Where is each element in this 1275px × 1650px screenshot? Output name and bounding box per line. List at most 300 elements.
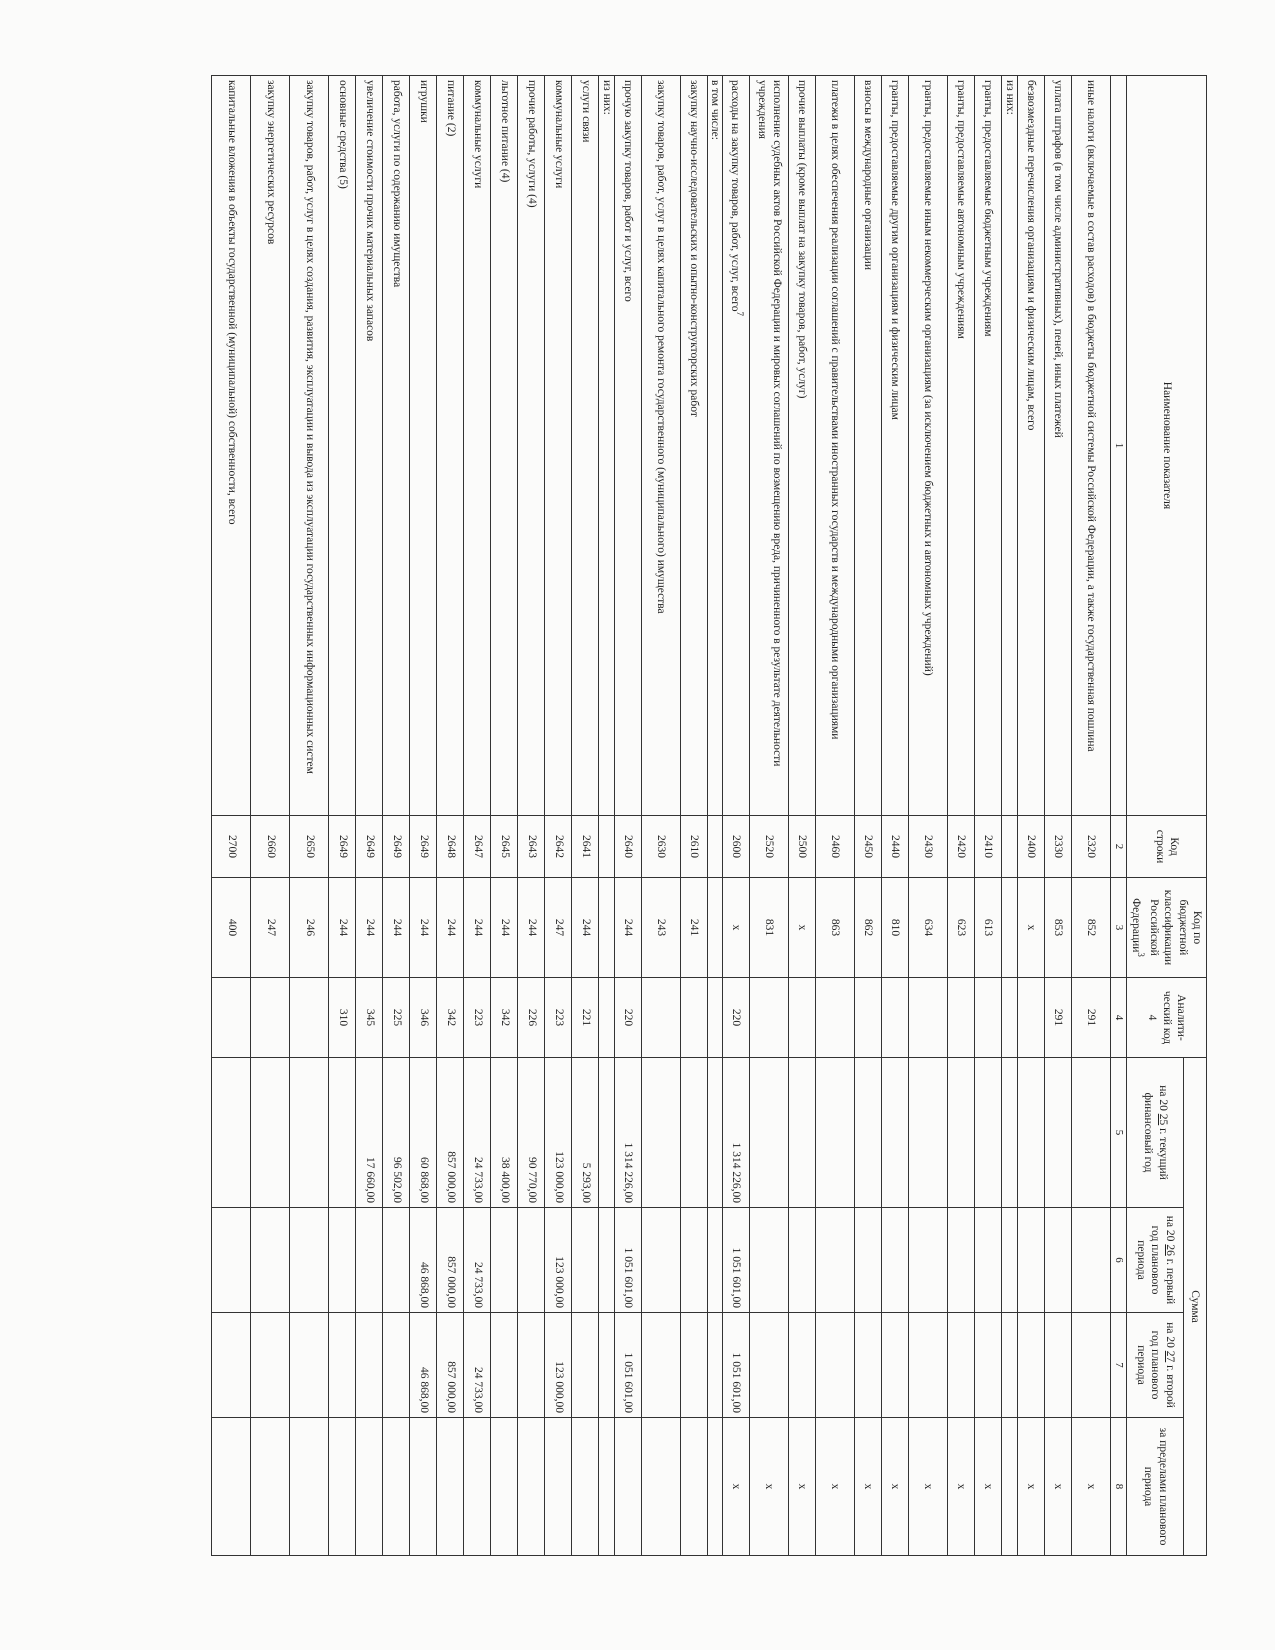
row-code: 2600 [723,816,750,878]
footnote-mark: 7 [734,311,745,316]
row-sum-current-year: 1 314 226,00 [614,1058,641,1208]
row-kbk: 853 [1044,878,1071,978]
row-beyond-plan [680,1418,707,1556]
row-name-text: прочие работы, услуги (4) [525,80,538,208]
row-name [975,76,1002,816]
row-sum-first-plan-year [882,1208,909,1313]
table-row [383,76,410,1556]
header-budget-classification: Код по бюджетной классификации Российской Федерации$^3$ [1127,878,1207,978]
row-sum-second-plan-year [816,1313,855,1418]
row-code: 2660 [251,816,290,878]
row-name [599,76,614,816]
row-code: 2647 [464,816,491,878]
table-row [909,76,948,1556]
row-sum-first-plan-year [1002,1208,1017,1313]
row-analytic-code: 310 [329,978,356,1058]
row-name-text: из них: [600,80,613,115]
row-sum-second-plan-year [707,1313,722,1418]
row-kbk: 244 [614,878,641,978]
header-sum-group: Сумма [1184,1058,1207,1556]
row-beyond-plan [599,1418,614,1556]
row-kbk [707,878,722,978]
row-name-text: основные средства (5) [336,80,349,189]
column-index: 7 [1110,1313,1127,1418]
row-sum-second-plan-year [290,1313,329,1418]
header-current-year: на 20 25 г. текущий финансовый год [1127,1058,1184,1208]
row-name [614,76,641,816]
row-sum-current-year [329,1058,356,1208]
table-row [750,76,789,1556]
table-row [491,76,518,1556]
row-analytic-code [975,978,1002,1058]
row-sum-first-plan-year [1017,1208,1044,1313]
row-name-text: питание (2) [444,80,457,137]
row-beyond-plan: х [1044,1418,1071,1556]
row-kbk: 852 [1071,878,1110,978]
row-name [212,76,251,816]
row-code: 2649 [383,816,410,878]
row-analytic-code [816,978,855,1058]
row-kbk: 244 [356,878,383,978]
row-name [948,76,975,816]
row-sum-second-plan-year [329,1313,356,1418]
row-sum-current-year: 38 400,00 [491,1058,518,1208]
row-code: 2640 [614,816,641,878]
row-sum-first-plan-year [572,1208,599,1313]
column-index: 8 [1110,1418,1127,1556]
row-sum-current-year [680,1058,707,1208]
row-name [572,76,599,816]
row-sum-first-plan-year: 24 733,00 [464,1208,491,1313]
row-sum-current-year: 60 868,00 [410,1058,437,1208]
row-beyond-plan [572,1418,599,1556]
row-kbk: 244 [410,878,437,978]
row-kbk: 247 [251,878,290,978]
row-sum-second-plan-year [1044,1313,1071,1418]
row-analytic-code: 291 [1044,978,1071,1058]
row-name [1071,76,1110,816]
row-sum-first-plan-year [212,1208,251,1313]
row-sum-second-plan-year [641,1313,680,1418]
row-sum-second-plan-year [572,1313,599,1418]
row-sum-current-year: 123 000,00 [545,1058,572,1208]
row-sum-first-plan-year [641,1208,680,1313]
row-name [383,76,410,816]
row-sum-second-plan-year [855,1313,882,1418]
row-analytic-code: 342 [491,978,518,1058]
row-kbk: 247 [545,878,572,978]
row-analytic-code: 226 [518,978,545,1058]
row-analytic-code [1017,978,1044,1058]
row-analytic-code [948,978,975,1058]
row-sum-second-plan-year [1071,1313,1110,1418]
row-beyond-plan [545,1418,572,1556]
row-sum-first-plan-year: 857 000,00 [437,1208,464,1313]
row-analytic-code [909,978,948,1058]
row-analytic-code: 220 [723,978,750,1058]
row-sum-current-year [882,1058,909,1208]
row-kbk: х [789,878,816,978]
row-kbk: 400 [212,878,251,978]
row-analytic-code [290,978,329,1058]
row-sum-current-year [1044,1058,1071,1208]
row-sum-second-plan-year: 857 000,00 [437,1313,464,1418]
row-sum-first-plan-year [707,1208,722,1313]
column-index: 2 [1110,816,1127,878]
row-kbk [1002,878,1017,978]
row-name [882,76,909,816]
row-name-text: игрушки [417,80,430,123]
row-sum-second-plan-year [948,1313,975,1418]
row-code: 2500 [789,816,816,878]
row-code: 2420 [948,816,975,878]
row-sum-current-year [251,1058,290,1208]
row-name [251,76,290,816]
table-row [329,76,356,1556]
table-row [855,76,882,1556]
header-row-code: Код строки [1127,816,1207,878]
row-kbk: 613 [975,878,1002,978]
row-beyond-plan: х [975,1418,1002,1556]
row-code: 2700 [212,816,251,878]
row-name [518,76,545,816]
row-sum-current-year [909,1058,948,1208]
header-analytic-code: Аналити-ческий код 4 [1127,978,1207,1058]
row-sum-first-plan-year [1044,1208,1071,1313]
row-name [750,76,789,816]
row-sum-current-year [789,1058,816,1208]
row-beyond-plan [251,1418,290,1556]
row-name-text: гранты, предоставляемые бюджетным учреждениям [982,80,995,337]
row-name-text: исполнение судебных актов Российской Федерации и мировых соглашений по возмещению вреда, причиненного в результате деятельности учреждения [756,80,783,767]
row-name [410,76,437,816]
row-sum-first-plan-year [251,1208,290,1313]
table-row [723,76,750,1556]
row-name-text: уплата штрафов (в том числе административных), пеней, иных платежей [1051,80,1064,438]
row-sum-current-year [855,1058,882,1208]
table-row [1044,76,1071,1556]
table-row [356,76,383,1556]
table-row [882,76,909,1556]
row-name-text: гранты, предоставляемые автономным учреждениям [955,80,968,339]
row-code: 2330 [1044,816,1071,878]
row-sum-current-year [290,1058,329,1208]
row-beyond-plan [464,1418,491,1556]
row-analytic-code: 225 [383,978,410,1058]
row-name [329,76,356,816]
row-name [680,76,707,816]
row-analytic-code: 223 [464,978,491,1058]
row-sum-first-plan-year [491,1208,518,1313]
row-code: 2643 [518,816,545,878]
header-beyond-plan: за пределами планового периода [1127,1418,1184,1556]
table-row [572,76,599,1556]
table-row [816,76,855,1556]
header-first-plan-year: на 20 26 г. первый год планового периода [1127,1208,1184,1313]
table-row [641,76,680,1556]
table-row [948,76,975,1556]
row-sum-first-plan-year [518,1208,545,1313]
row-name [437,76,464,816]
table-row [212,76,251,1556]
row-analytic-code [641,978,680,1058]
row-name-text: работа, услуги по содержанию имущества [390,80,403,288]
row-kbk: 244 [437,878,464,978]
row-sum-second-plan-year: 1 051 601,00 [723,1313,750,1418]
row-code: 2649 [410,816,437,878]
row-beyond-plan [383,1418,410,1556]
row-name [789,76,816,816]
row-beyond-plan [614,1418,641,1556]
row-sum-second-plan-year [750,1313,789,1418]
row-kbk: 623 [948,878,975,978]
row-code: 2648 [437,816,464,878]
row-code [1002,816,1017,878]
row-sum-first-plan-year [909,1208,948,1313]
row-name [707,76,722,816]
table-row [789,76,816,1556]
row-sum-first-plan-year [789,1208,816,1313]
row-code [599,816,614,878]
row-analytic-code: 223 [545,978,572,1058]
row-name-text: закупку энергетических ресурсов [264,80,277,245]
row-kbk: х [723,878,750,978]
row-analytic-code [680,978,707,1058]
row-analytic-code [789,978,816,1058]
row-code: 2440 [882,816,909,878]
row-code: 2460 [816,816,855,878]
row-kbk: 241 [680,878,707,978]
row-analytic-code: 342 [437,978,464,1058]
row-kbk: 831 [750,878,789,978]
row-sum-first-plan-year [599,1208,614,1313]
row-analytic-code [1002,978,1017,1058]
row-sum-current-year: 5 293,00 [572,1058,599,1208]
row-beyond-plan: х [1071,1418,1110,1556]
row-sum-current-year [975,1058,1002,1208]
row-code: 2520 [750,816,789,878]
column-index: 3 [1110,878,1127,978]
row-name-text: в том числе: [709,80,722,140]
row-analytic-code: 220 [614,978,641,1058]
row-beyond-plan: х [750,1418,789,1556]
row-kbk: 810 [882,878,909,978]
row-sum-second-plan-year: 24 733,00 [464,1313,491,1418]
row-beyond-plan: х [909,1418,948,1556]
row-sum-first-plan-year: 123 000,00 [545,1208,572,1313]
row-sum-second-plan-year: 46 868,00 [410,1313,437,1418]
row-code [707,816,722,878]
row-name-text: прочие выплаты (кроме выплат на закупку товаров, работ, услуг) [796,80,809,399]
row-sum-current-year [707,1058,722,1208]
row-kbk: х [1017,878,1044,978]
row-analytic-code [599,978,614,1058]
row-sum-current-year [1002,1058,1017,1208]
row-sum-second-plan-year [909,1313,948,1418]
row-name-text: капитальные вложения в объекты государственной (муниципальной) собственности, всего [225,80,238,525]
row-name [1044,76,1071,816]
row-name-text: гранты, предоставляемые иным некоммерческим организациям (за исключением бюджетных и автономных учреждений) [922,80,935,676]
row-name-text: иные налоги (включаемые в состав расходов) в бюджеты бюджетной системы Российской Федерации, а также государственная пошлина [1084,80,1097,752]
row-sum-current-year [750,1058,789,1208]
header-second-plan-year: на 20 27 г. второй год планового периода [1127,1313,1184,1418]
row-sum-first-plan-year: 46 868,00 [410,1208,437,1313]
row-kbk: 244 [383,878,410,978]
table-row [1002,76,1017,1556]
row-analytic-code [251,978,290,1058]
row-kbk: 244 [329,878,356,978]
row-name [723,76,750,816]
row-beyond-plan: х [816,1418,855,1556]
row-kbk: 862 [855,878,882,978]
table-row [1017,76,1044,1556]
header-indicator-name: Наименование показателя [1127,76,1207,816]
row-name-text: услуги связи [579,80,592,143]
row-sum-current-year [212,1058,251,1208]
row-sum-first-plan-year [816,1208,855,1313]
row-sum-first-plan-year: 1 051 601,00 [614,1208,641,1313]
row-beyond-plan [329,1418,356,1556]
table-row [290,76,329,1556]
row-code: 2430 [909,816,948,878]
row-sum-first-plan-year [383,1208,410,1313]
row-beyond-plan [707,1418,722,1556]
row-code: 2642 [545,816,572,878]
row-code: 2650 [290,816,329,878]
row-name-text: коммунальные услуги [552,80,565,189]
table-row [410,76,437,1556]
row-sum-current-year: 857 000,00 [437,1058,464,1208]
row-name-text: платежи в целях обеспечения реализации соглашений с правительствами иностранных государств и международными организациями [829,80,842,740]
row-name [545,76,572,816]
row-name-text: льготное питание (4) [498,80,511,183]
row-name-text: гранты, предоставляемые другим организациям и физическим лицам [889,80,902,420]
row-code: 2400 [1017,816,1044,878]
row-code: 2649 [329,816,356,878]
row-beyond-plan [212,1418,251,1556]
row-name-text: закупку научно-исследовательских и опытно-конструкторских работ [687,80,700,417]
table-row [464,76,491,1556]
row-sum-first-plan-year [975,1208,1002,1313]
row-sum-first-plan-year [329,1208,356,1313]
row-sum-second-plan-year: 1 051 601,00 [614,1313,641,1418]
row-name [290,76,329,816]
row-beyond-plan [356,1418,383,1556]
row-code: 2630 [641,816,680,878]
row-sum-second-plan-year [1017,1313,1044,1418]
row-name [1002,76,1017,816]
row-beyond-plan [491,1418,518,1556]
table-row [545,76,572,1556]
row-code: 2641 [572,816,599,878]
row-sum-first-plan-year [1071,1208,1110,1313]
row-beyond-plan: х [855,1418,882,1556]
row-name [855,76,882,816]
row-sum-current-year: 24 733,00 [464,1058,491,1208]
row-beyond-plan: х [882,1418,909,1556]
row-beyond-plan: х [1017,1418,1044,1556]
row-name [356,76,383,816]
row-sum-second-plan-year [356,1313,383,1418]
row-name [464,76,491,816]
column-index-row [1110,76,1127,1556]
table-row [975,76,1002,1556]
row-kbk: 863 [816,878,855,978]
row-name-text: увеличение стоимости прочих материальных запасов [363,80,376,342]
row-sum-second-plan-year [491,1313,518,1418]
row-beyond-plan: х [723,1418,750,1556]
row-analytic-code: 346 [410,978,437,1058]
row-sum-second-plan-year [680,1313,707,1418]
row-sum-first-plan-year [290,1208,329,1313]
row-sum-second-plan-year [975,1313,1002,1418]
row-sum-current-year [1071,1058,1110,1208]
row-beyond-plan [410,1418,437,1556]
row-sum-first-plan-year: 1 051 601,00 [723,1208,750,1313]
row-name-text: взносы в международные организации [862,80,875,270]
row-name [491,76,518,816]
row-sum-second-plan-year [251,1313,290,1418]
row-beyond-plan [518,1418,545,1556]
row-name-text: прочую закупку товаров, работ и услуг, всего [621,80,634,302]
row-analytic-code [212,978,251,1058]
row-kbk: 634 [909,878,948,978]
row-sum-second-plan-year [212,1313,251,1418]
table-row [437,76,464,1556]
row-beyond-plan [1002,1418,1017,1556]
row-beyond-plan [290,1418,329,1556]
row-sum-current-year [599,1058,614,1208]
table-row [599,76,614,1556]
row-beyond-plan: х [948,1418,975,1556]
row-code: 2610 [680,816,707,878]
row-name-text: закупку товаров, работ, услуг в целях создания, развития, эксплуатации и вывода из эксплуатации государственных информационных систем [303,80,316,774]
row-sum-current-year [1017,1058,1044,1208]
row-sum-current-year [816,1058,855,1208]
row-sum-second-plan-year: 123 000,00 [545,1313,572,1418]
row-kbk [599,878,614,978]
row-sum-first-plan-year [855,1208,882,1313]
row-analytic-code: 345 [356,978,383,1058]
table-row [518,76,545,1556]
table-row [707,76,722,1556]
row-sum-current-year [641,1058,680,1208]
plan-expenditure-table [211,75,1207,1556]
row-beyond-plan [641,1418,680,1556]
row-name-text: расходы на закупку товаров, работ, услуг, всего [728,80,741,312]
row-analytic-code [750,978,789,1058]
row-name [816,76,855,816]
row-sum-first-plan-year [948,1208,975,1313]
row-analytic-code: 221 [572,978,599,1058]
row-kbk: 243 [641,878,680,978]
column-index: 5 [1110,1058,1127,1208]
table-row [680,76,707,1556]
row-name-text: из них: [1003,80,1016,115]
row-sum-second-plan-year [383,1313,410,1418]
row-kbk: 244 [464,878,491,978]
row-name [909,76,948,816]
row-sum-second-plan-year [882,1313,909,1418]
row-name-text: закупку товаров, работ, услуг в целях капитального ремонта государственного (муниципального) имущества [654,80,667,614]
row-name-text: коммунальные услуги [471,80,484,189]
row-sum-second-plan-year [789,1313,816,1418]
row-analytic-code [855,978,882,1058]
column-index: 4 [1110,978,1127,1058]
row-sum-second-plan-year [1002,1313,1017,1418]
row-sum-second-plan-year [599,1313,614,1418]
row-code: 2320 [1071,816,1110,878]
